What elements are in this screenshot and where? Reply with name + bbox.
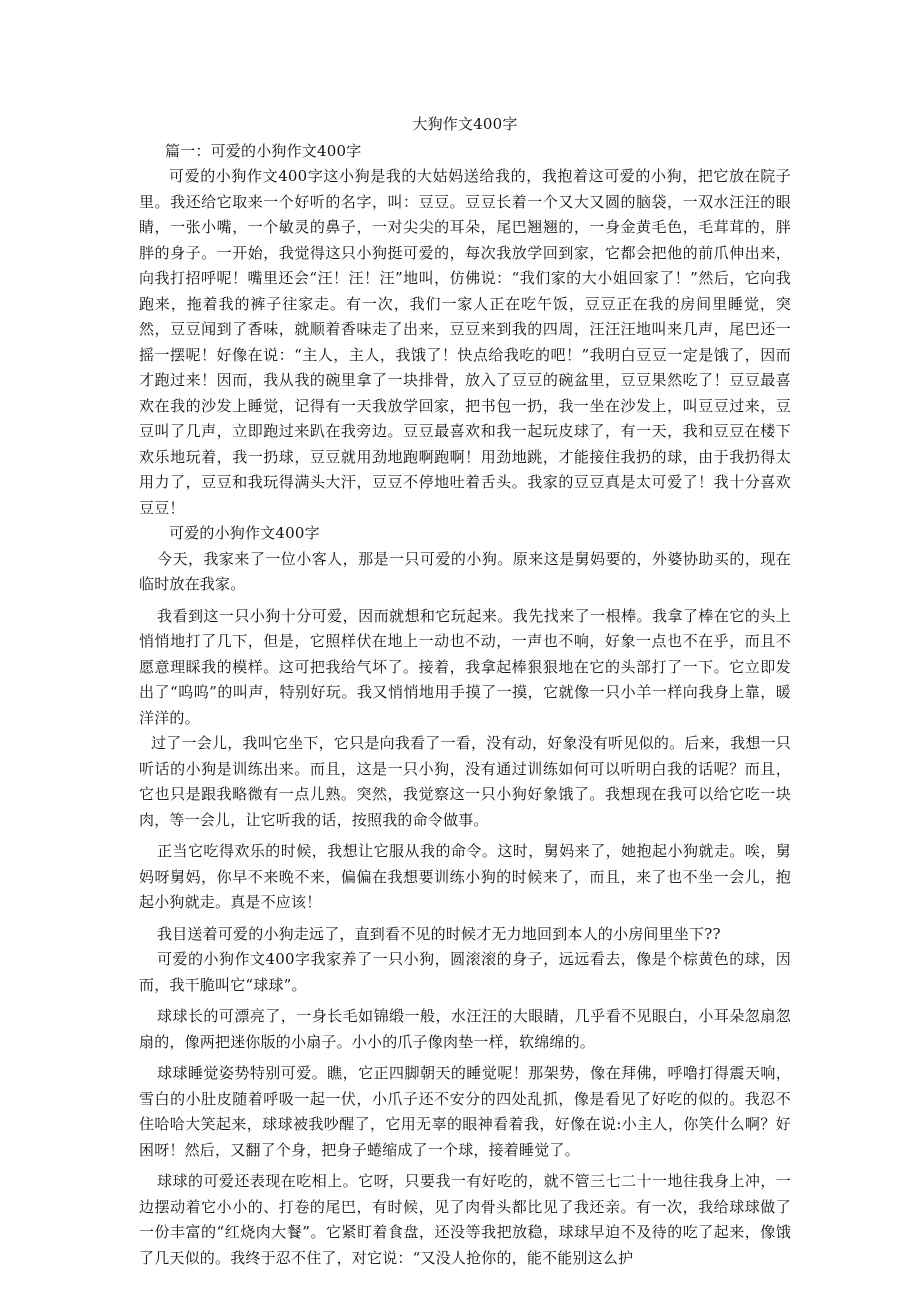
paragraph: 球球睡觉姿势特别可爱。瞧，它正四脚朝天的睡觉呢！那架势，像在拜佛，呼噜打得震天响，雪白的小肚皮随着呼吸一起一伏，小爪子还不安分的四处乱抓，像是看见了好吃的似的。我忍不住哈哈大笑起来，球球被我吵醒了，它用无辜的眼神看着我，好像在说:小主人，你笑什么啊？好困呀！然后，又翻了个身，把身子蜷缩成了一个球，接着睡觉了。 xyxy=(139,1064,791,1159)
paragraph: 我看到这一只小狗十分可爱，因而就想和它玩起来。我先找来了一根棒。我拿了棒在它的头上悄悄地打了几下，但是，它照样伏在地上一动也不动，一声也不响，好象一点也不在乎，而且不愿意理睬我的模样。这可把我给气坏了。接着，我拿起棒狠狠地在它的头部打了一下。它立即发出了“呜呜”的叫声，特别好玩。我又悄悄地用手摸了一摸，它就像一只小羊一样向我身上靠，暖洋洋的。 xyxy=(139,606,791,727)
paragraph: 球球的可爱还表现在吃相上。它呀，只要我一有好吃的，就不管三七二十一地往我身上冲，一边摆动着它小小的、打卷的尾巴，有时候，见了肉骨头都比见了我还亲。有一次，我给球球做了一份丰富的“红烧肉大餐”。它紧盯着食盘，还没等我把放稳，球球早迫不及待的吃了起来，像饿了几天似的。我终于忍不住了，对它说：“又没人抢你的，能不能别这么护 xyxy=(139,1172,791,1267)
document-title: 大狗作文400字 xyxy=(412,115,518,133)
paragraph: 可爱的小狗作文400字我家养了一只小狗，圆滚滚的身子，远远看去，像是个棕黄色的球，因而，我干脆叫它“球球”。 xyxy=(139,950,791,994)
paragraph: 可爱的小狗作文400字这小狗是我的大姑妈送给我的，我抱着这可爱的小狗，把它放在院子里。我还给它取来一个好听的名字，叫：豆豆。豆豆长着一个又大又圆的脑袋，一双水汪汪的眼睛，一张小嘴，一个敏灵的鼻子，一对尖尖的耳朵，尾巴翘翘的，一身金黄毛色，毛茸茸的，胖胖的身子。一开始，我觉得这只小狗挺可爱的，每次我放学回到家，它都会把他的前爪伸出来，向我打招呼呢！嘴里还会“汪！汪！汪”地叫，仿佛说：“我们家的大小姐回家了！”然后，它向我跑来，拖着我的裤子往家走。有一次，我们一家人正在吃午饭，豆豆正在我的房间里睡觉，突然，豆豆闻到了香味，就顺着香味走了出来，豆豆来到我的四周，汪汪汪地叫来几声，尾巴还一摇一摆呢！好像在说：“主人，主人，我饿了！快点给我吃的吧！”我明白豆豆一定是饿了，因而才跑过来！因而，我从我的碗里拿了一块排骨，放入了豆豆的碗盆里，豆豆果然吃了！豆豆最喜欢在我的沙发上睡觉，记得有一天我放学回家，把书包一扔，我一坐在沙发上，叫豆豆过来，豆豆叫了几声，立即跑过来趴在我旁边。豆豆最喜欢和我一起玩皮球了，有一天，我和豆豆在楼下欢乐地玩着，我一扔球，豆豆就用劲地跑啊跑啊！用劲地跳，才能接住我扔的球，由于我扔得太用力了，豆豆和我玩得满头大汗，豆豆不停地吐着舌头。我家的豆豆真是太可爱了！我十分喜欢豆豆！ xyxy=(139,167,791,517)
paragraph: 球球长的可漂亮了，一身长毛如锦缎一般，水汪汪的大眼睛，几乎看不见眼白，小耳朵忽扇忽扇的，像两把迷你版的小扇子。小小的爪子像肉垫一样，软绵绵的。 xyxy=(139,1007,791,1051)
paragraph: 正当它吃得欢乐的时候，我想让它服从我的命令。这时，舅妈来了，她抱起小狗就走。唉，舅妈呀舅妈，你早不来晚不来，偏偏在我想要训练小狗的时候来了，而且，来了也不坐一会儿，抱起小狗就走。真是不应该！ xyxy=(139,842,791,911)
sub-heading: 可爱的小狗作文400字 xyxy=(169,524,320,542)
paragraph: 今天，我家来了一位小客人，那是一只可爱的小狗。原来这是舅妈要的，外婆协助买的，现在临时放在我家。 xyxy=(139,549,791,593)
section-heading: 篇一：可爱的小狗作文400字 xyxy=(165,141,362,160)
paragraph: 过了一会儿，我叫它坐下，它只是向我看了一看，没有动，好象没有听见似的。后来，我想一只听话的小狗是训练出来。而且，这是一只小狗，没有通过训练如何可以听明白我的话呢？而且，它也只是跟我略微有一点儿熟。突然，我觉察这一只小狗好象饿了。我想现在我可以给它吃一块肉，等一会儿，让它听我的话，按照我的命令做事。 xyxy=(139,734,791,829)
paragraph: 我目送着可爱的小狗走远了，直到看不见的时候才无力地回到本人的小房间里坐下?? xyxy=(157,924,721,943)
document-page xyxy=(139,112,791,1271)
